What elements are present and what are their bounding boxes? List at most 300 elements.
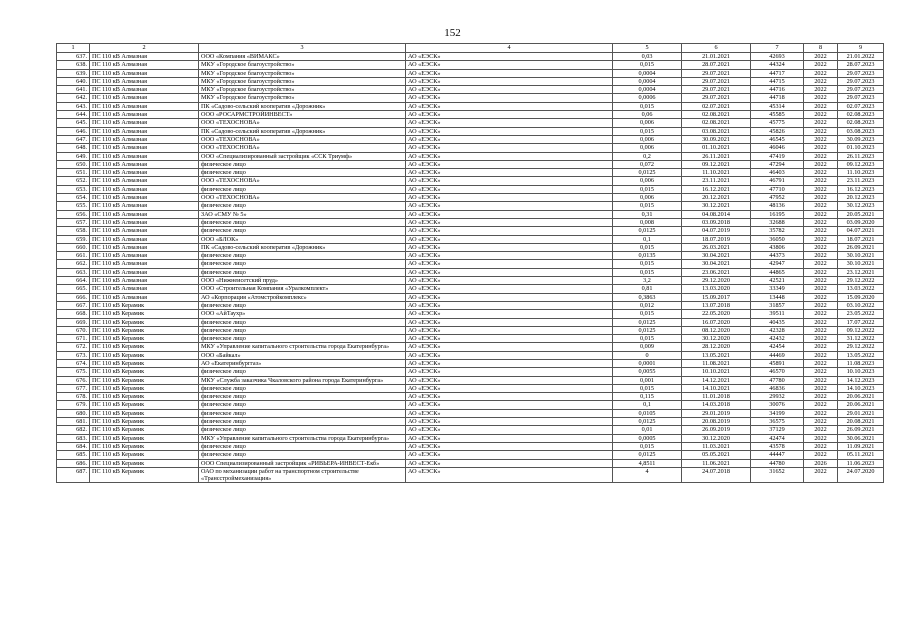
cell-deadline: 03.08.2023 <box>838 127 884 135</box>
cell-year: 2022 <box>804 119 838 127</box>
cell-substation: ПС 110 кВ Керамик <box>90 401 199 409</box>
cell-applicant: МКУ «Управление капитального строительства города Екатеринбурга» <box>199 343 406 351</box>
cell-year: 2022 <box>804 285 838 293</box>
cell-contract-date: 23.06.2021 <box>682 268 751 276</box>
cell-contract-number: 45314 <box>751 102 804 110</box>
cell-grid-organization: АО «ЕЭСК» <box>406 401 613 409</box>
cell-applicant: физическое лицо <box>199 451 406 459</box>
cell-row-number: 652. <box>57 177 90 185</box>
cell-contract-number: 47780 <box>751 376 804 384</box>
table-row <box>57 94 884 102</box>
cell-grid-organization: АО «ЕЭСК» <box>406 368 613 376</box>
cell-capacity: 0,0004 <box>613 86 682 94</box>
cell-deadline: 31.12.2022 <box>838 335 884 343</box>
cell-contract-date: 30.04.2021 <box>682 252 751 260</box>
cell-deadline: 10.10.2023 <box>838 368 884 376</box>
cell-substation: ПС 110 кВ Алмазная <box>90 210 199 218</box>
cell-contract-number: 13448 <box>751 293 804 301</box>
column-header-2: 2 <box>90 44 199 53</box>
cell-grid-organization: АО «ЕЭСК» <box>406 235 613 243</box>
cell-grid-organization: АО «ЕЭСК» <box>406 434 613 442</box>
cell-row-number: 662. <box>57 260 90 268</box>
column-header-5: 5 <box>613 44 682 53</box>
cell-grid-organization: АО «ЕЭСК» <box>406 393 613 401</box>
table-row <box>57 401 884 409</box>
cell-capacity: 0,015 <box>613 335 682 343</box>
cell-year: 2022 <box>804 177 838 185</box>
cell-deadline: 13.05.2022 <box>838 351 884 359</box>
cell-row-number: 660. <box>57 243 90 251</box>
cell-capacity: 0,006 <box>613 194 682 202</box>
cell-year: 2022 <box>804 160 838 168</box>
table-row <box>57 459 884 467</box>
cell-row-number: 667. <box>57 301 90 309</box>
cell-contract-number: 44718 <box>751 94 804 102</box>
cell-contract-date: 28.12.2020 <box>682 343 751 351</box>
cell-year: 2022 <box>804 210 838 218</box>
table-row <box>57 418 884 426</box>
column-header-4: 4 <box>406 44 613 53</box>
cell-substation: ПС 110 кВ Керамик <box>90 359 199 367</box>
cell-contract-number: 44865 <box>751 268 804 276</box>
cell-capacity: 0,015 <box>613 202 682 210</box>
cell-grid-organization: АО «ЕЭСК» <box>406 293 613 301</box>
cell-deadline: 28.07.2023 <box>838 61 884 69</box>
cell-capacity: 0,015 <box>613 185 682 193</box>
cell-applicant: МКУ «Городское благоустройство» <box>199 94 406 102</box>
cell-substation: ПС 110 кВ Керамик <box>90 318 199 326</box>
cell-applicant: физическое лицо <box>199 368 406 376</box>
cell-contract-number: 31652 <box>751 467 804 483</box>
cell-grid-organization: АО «ЕЭСК» <box>406 268 613 276</box>
cell-year: 2022 <box>804 252 838 260</box>
cell-contract-date: 14.03.2018 <box>682 401 751 409</box>
cell-substation: ПС 110 кВ Керамик <box>90 368 199 376</box>
cell-contract-number: 46836 <box>751 384 804 392</box>
cell-applicant: ООО Специализированный застройщик «РИВЬЕРА-ИНВЕСТ-Екб» <box>199 459 406 467</box>
cell-year: 2022 <box>804 310 838 318</box>
cell-capacity: 0,31 <box>613 210 682 218</box>
cell-grid-organization: АО «ЕЭСК» <box>406 426 613 434</box>
cell-grid-organization: АО «ЕЭСК» <box>406 144 613 152</box>
cell-capacity: 0,1 <box>613 401 682 409</box>
cell-substation: ПС 110 кВ Алмазная <box>90 77 199 85</box>
cell-applicant: физическое лицо <box>199 335 406 343</box>
cell-contract-number: 37129 <box>751 426 804 434</box>
cell-contract-date: 13.07.2018 <box>682 301 751 309</box>
cell-capacity: 0,0125 <box>613 326 682 334</box>
cell-substation: ПС 110 кВ Керамик <box>90 351 199 359</box>
cell-year: 2022 <box>804 185 838 193</box>
column-header-9: 9 <box>838 44 884 53</box>
cell-substation: ПС 110 кВ Алмазная <box>90 194 199 202</box>
table-row <box>57 393 884 401</box>
cell-substation: ПС 110 кВ Алмазная <box>90 127 199 135</box>
cell-deadline: 26.09.2021 <box>838 426 884 434</box>
cell-substation: ПС 110 кВ Алмазная <box>90 285 199 293</box>
cell-year: 2022 <box>804 102 838 110</box>
page-number: 152 <box>444 27 461 39</box>
cell-capacity: 0,072 <box>613 160 682 168</box>
cell-contract-number: 36575 <box>751 418 804 426</box>
cell-contract-number: 46545 <box>751 135 804 143</box>
column-header-3: 3 <box>199 44 406 53</box>
cell-deadline: 15.09.2020 <box>838 293 884 301</box>
cell-deadline: 03.10.2022 <box>838 301 884 309</box>
cell-capacity: 0,3863 <box>613 293 682 301</box>
cell-capacity: 0,012 <box>613 301 682 309</box>
cell-year: 2022 <box>804 169 838 177</box>
cell-year: 2022 <box>804 418 838 426</box>
cell-capacity: 0,015 <box>613 260 682 268</box>
cell-row-number: 665. <box>57 285 90 293</box>
cell-capacity: 0,006 <box>613 144 682 152</box>
cell-applicant: ООО «Компания «ВИМАКС» <box>199 53 406 61</box>
cell-contract-date: 13.03.2020 <box>682 285 751 293</box>
cell-row-number: 658. <box>57 227 90 235</box>
cell-substation: ПС 110 кВ Алмазная <box>90 202 199 210</box>
cell-substation: ПС 110 кВ Алмазная <box>90 61 199 69</box>
cell-applicant: МКУ «Управление капитального строительства города Екатеринбурга» <box>199 434 406 442</box>
cell-deadline: 17.07.2022 <box>838 318 884 326</box>
cell-contract-date: 18.07.2019 <box>682 235 751 243</box>
cell-contract-number: 30076 <box>751 401 804 409</box>
cell-contract-number: 34199 <box>751 409 804 417</box>
cell-capacity: 0,2 <box>613 152 682 160</box>
cell-year: 2022 <box>804 268 838 276</box>
cell-contract-date: 22.05.2020 <box>682 310 751 318</box>
cell-grid-organization: АО «ЕЭСК» <box>406 451 613 459</box>
cell-contract-date: 15.09.2017 <box>682 293 751 301</box>
cell-capacity: 0,008 <box>613 218 682 226</box>
table-row <box>57 335 884 343</box>
cell-contract-date: 02.08.2021 <box>682 111 751 119</box>
cell-row-number: 645. <box>57 119 90 127</box>
cell-applicant: ООО «ТЕХОСНОВА» <box>199 135 406 143</box>
cell-capacity: 0,015 <box>613 442 682 450</box>
cell-substation: ПС 110 кВ Алмазная <box>90 293 199 301</box>
cell-capacity: 0,006 <box>613 177 682 185</box>
cell-deadline: 26.11.2023 <box>838 152 884 160</box>
table-row <box>57 243 884 251</box>
cell-row-number: 678. <box>57 393 90 401</box>
cell-grid-organization: АО «ЕЭСК» <box>406 177 613 185</box>
table-row <box>57 102 884 110</box>
cell-deadline: 20.06.2021 <box>838 393 884 401</box>
cell-substation: ПС 110 кВ Алмазная <box>90 94 199 102</box>
cell-applicant: ООО «Байкал» <box>199 351 406 359</box>
cell-substation: ПС 110 кВ Алмазная <box>90 111 199 119</box>
cell-capacity: 0,06 <box>613 111 682 119</box>
cell-year: 2022 <box>804 227 838 235</box>
cell-capacity: 0,0004 <box>613 77 682 85</box>
cell-applicant: физическое лицо <box>199 218 406 226</box>
cell-row-number: 674. <box>57 359 90 367</box>
cell-contract-number: 35782 <box>751 227 804 235</box>
cell-contract-date: 04.08.2014 <box>682 210 751 218</box>
cell-capacity: 4,8511 <box>613 459 682 467</box>
table-row <box>57 277 884 285</box>
cell-row-number: 647. <box>57 135 90 143</box>
cell-contract-number: 40435 <box>751 318 804 326</box>
table-row <box>57 152 884 160</box>
cell-grid-organization: АО «ЕЭСК» <box>406 53 613 61</box>
cell-grid-organization: АО «ЕЭСК» <box>406 194 613 202</box>
cell-deadline: 02.07.2023 <box>838 102 884 110</box>
cell-grid-organization: АО «ЕЭСК» <box>406 343 613 351</box>
cell-contract-number: 33349 <box>751 285 804 293</box>
cell-grid-organization: АО «ЕЭСК» <box>406 285 613 293</box>
cell-deadline: 14.10.2023 <box>838 384 884 392</box>
cell-deadline: 11.09.2021 <box>838 442 884 450</box>
cell-contract-number: 42693 <box>751 53 804 61</box>
cell-contract-date: 30.12.2020 <box>682 434 751 442</box>
cell-capacity: 0,03 <box>613 53 682 61</box>
cell-grid-organization: АО «ЕЭСК» <box>406 326 613 334</box>
cell-year: 2022 <box>804 409 838 417</box>
cell-substation: ПС 110 кВ Керамик <box>90 442 199 450</box>
cell-deadline: 30.06.2021 <box>838 434 884 442</box>
cell-contract-date: 02.08.2021 <box>682 119 751 127</box>
cell-deadline: 29.12.2022 <box>838 277 884 285</box>
cell-grid-organization: АО «ЕЭСК» <box>406 418 613 426</box>
cell-year: 2022 <box>804 293 838 301</box>
cell-year: 2022 <box>804 451 838 459</box>
cell-contract-date: 30.04.2021 <box>682 260 751 268</box>
cell-contract-number: 43578 <box>751 442 804 450</box>
cell-year: 2022 <box>804 127 838 135</box>
cell-contract-number: 44780 <box>751 459 804 467</box>
cell-deadline: 26.09.2021 <box>838 243 884 251</box>
cell-row-number: 681. <box>57 418 90 426</box>
cell-contract-number: 36050 <box>751 235 804 243</box>
column-header-8: 8 <box>804 44 838 53</box>
cell-deadline: 30.10.2021 <box>838 252 884 260</box>
table-row <box>57 135 884 143</box>
cell-grid-organization: АО «ЕЭСК» <box>406 243 613 251</box>
cell-year: 2022 <box>804 335 838 343</box>
table-header <box>57 44 884 53</box>
cell-capacity: 0,015 <box>613 384 682 392</box>
cell-contract-date: 11.08.2021 <box>682 359 751 367</box>
cell-capacity: 0,015 <box>613 310 682 318</box>
cell-row-number: 670. <box>57 326 90 334</box>
cell-applicant: МКУ «Служба заказчика Чкаловского района города Екатеринбурга» <box>199 376 406 384</box>
cell-year: 2022 <box>804 393 838 401</box>
cell-applicant: физическое лицо <box>199 169 406 177</box>
cell-grid-organization: АО «ЕЭСК» <box>406 210 613 218</box>
table-row <box>57 260 884 268</box>
cell-capacity: 0,015 <box>613 61 682 69</box>
cell-deadline: 03.09.2020 <box>838 218 884 226</box>
cell-substation: ПС 110 кВ Алмазная <box>90 119 199 127</box>
cell-row-number: 672. <box>57 343 90 351</box>
cell-contract-number: 47419 <box>751 152 804 160</box>
cell-grid-organization: АО «ЕЭСК» <box>406 202 613 210</box>
cell-deadline: 23.12.2021 <box>838 268 884 276</box>
cell-contract-number: 46403 <box>751 169 804 177</box>
table-row <box>57 227 884 235</box>
cell-capacity: 0,001 <box>613 376 682 384</box>
cell-applicant: ООО «Специализированный застройщик «ССК Триумф» <box>199 152 406 160</box>
cell-applicant: ООО «ТЕХОСНОВА» <box>199 177 406 185</box>
cell-deadline: 30.10.2021 <box>838 260 884 268</box>
cell-substation: ПС 110 кВ Керамик <box>90 467 199 483</box>
cell-capacity: 0,015 <box>613 243 682 251</box>
cell-grid-organization: АО «ЕЭСК» <box>406 185 613 193</box>
cell-contract-date: 24.07.2018 <box>682 467 751 483</box>
cell-row-number: 661. <box>57 252 90 260</box>
table-row <box>57 53 884 61</box>
cell-year: 2022 <box>804 368 838 376</box>
cell-contract-date: 16.12.2021 <box>682 185 751 193</box>
cell-capacity: 0,0125 <box>613 418 682 426</box>
cell-capacity: 0,015 <box>613 127 682 135</box>
cell-contract-number: 45891 <box>751 359 804 367</box>
cell-deadline: 09.12.2022 <box>838 326 884 334</box>
cell-grid-organization: АО «ЕЭСК» <box>406 119 613 127</box>
cell-applicant: ПК «Садово-сельский кооператив «Дорожник» <box>199 243 406 251</box>
cell-row-number: 641. <box>57 86 90 94</box>
cell-row-number: 638. <box>57 61 90 69</box>
cell-applicant: физическое лицо <box>199 426 406 434</box>
cell-capacity: 3,2 <box>613 277 682 285</box>
cell-year: 2022 <box>804 343 838 351</box>
cell-row-number: 649. <box>57 152 90 160</box>
cell-grid-organization: АО «ЕЭСК» <box>406 218 613 226</box>
cell-grid-organization: АО «ЕЭСК» <box>406 467 613 483</box>
cell-row-number: 642. <box>57 94 90 102</box>
cell-substation: ПС 110 кВ Алмазная <box>90 252 199 260</box>
cell-year: 2022 <box>804 194 838 202</box>
cell-substation: ПС 110 кВ Керамик <box>90 393 199 401</box>
cell-deadline: 04.07.2021 <box>838 227 884 235</box>
cell-applicant: физическое лицо <box>199 268 406 276</box>
cell-row-number: 687. <box>57 467 90 483</box>
cell-contract-date: 20.08.2019 <box>682 418 751 426</box>
cell-substation: ПС 110 кВ Алмазная <box>90 268 199 276</box>
table-row <box>57 359 884 367</box>
cell-deadline: 20.08.2021 <box>838 418 884 426</box>
cell-row-number: 651. <box>57 169 90 177</box>
cell-grid-organization: АО «ЕЭСК» <box>406 227 613 235</box>
cell-contract-number: 29932 <box>751 393 804 401</box>
cell-grid-organization: АО «ЕЭСК» <box>406 111 613 119</box>
cell-row-number: 682. <box>57 426 90 434</box>
cell-applicant: ПК «Садово-сельский кооператив «Дорожник» <box>199 102 406 110</box>
cell-row-number: 655. <box>57 202 90 210</box>
cell-applicant: физическое лицо <box>199 185 406 193</box>
table-row <box>57 61 884 69</box>
table-row <box>57 268 884 276</box>
cell-year: 2022 <box>804 243 838 251</box>
cell-capacity: 0,0125 <box>613 169 682 177</box>
cell-row-number: 675. <box>57 368 90 376</box>
table-row <box>57 194 884 202</box>
cell-row-number: 676. <box>57 376 90 384</box>
cell-applicant: МКУ «Городское благоустройство» <box>199 77 406 85</box>
cell-substation: ПС 110 кВ Керамик <box>90 301 199 309</box>
table-row <box>57 86 884 94</box>
cell-contract-date: 20.12.2021 <box>682 194 751 202</box>
cell-row-number: 686. <box>57 459 90 467</box>
cell-capacity: 0,0055 <box>613 368 682 376</box>
cell-contract-number: 46791 <box>751 177 804 185</box>
cell-contract-number: 45826 <box>751 127 804 135</box>
cell-capacity: 0,009 <box>613 343 682 351</box>
cell-deadline: 20.05.2021 <box>838 210 884 218</box>
cell-substation: ПС 110 кВ Керамик <box>90 343 199 351</box>
table-row <box>57 293 884 301</box>
cell-row-number: 671. <box>57 335 90 343</box>
cell-applicant: ПК «Садово-сельский кооператив «Дорожник» <box>199 127 406 135</box>
cell-substation: ПС 110 кВ Алмазная <box>90 102 199 110</box>
cell-contract-number: 46046 <box>751 144 804 152</box>
cell-substation: ПС 110 кВ Керамик <box>90 418 199 426</box>
cell-substation: ПС 110 кВ Алмазная <box>90 218 199 226</box>
cell-year: 2022 <box>804 61 838 69</box>
cell-applicant: ООО «ТЕХОСНОВА» <box>199 119 406 127</box>
cell-contract-number: 44716 <box>751 86 804 94</box>
cell-year: 2022 <box>804 359 838 367</box>
cell-contract-number: 42328 <box>751 326 804 334</box>
cell-deadline: 29.07.2023 <box>838 86 884 94</box>
header-row <box>57 44 884 53</box>
cell-row-number: 659. <box>57 235 90 243</box>
table-row <box>57 351 884 359</box>
cell-capacity: 0,0004 <box>613 69 682 77</box>
table-row <box>57 144 884 152</box>
cell-capacity: 0,115 <box>613 393 682 401</box>
cell-contract-date: 29.07.2021 <box>682 94 751 102</box>
cell-contract-date: 14.12.2021 <box>682 376 751 384</box>
cell-substation: ПС 110 кВ Алмазная <box>90 169 199 177</box>
cell-capacity: 0,0001 <box>613 359 682 367</box>
cell-contract-date: 02.07.2021 <box>682 102 751 110</box>
cell-contract-date: 26.11.2021 <box>682 152 751 160</box>
cell-contract-number: 42454 <box>751 343 804 351</box>
cell-grid-organization: АО «ЕЭСК» <box>406 86 613 94</box>
cell-applicant: ООО «БЛОК» <box>199 235 406 243</box>
cell-year: 2022 <box>804 401 838 409</box>
table-row <box>57 160 884 168</box>
table-row <box>57 326 884 334</box>
table-row <box>57 285 884 293</box>
cell-row-number: 643. <box>57 102 90 110</box>
cell-applicant: ООО «АйТаухр» <box>199 310 406 318</box>
cell-substation: ПС 110 кВ Керамик <box>90 335 199 343</box>
cell-contract-number: 42521 <box>751 277 804 285</box>
cell-grid-organization: АО «ЕЭСК» <box>406 310 613 318</box>
cell-applicant: физическое лицо <box>199 318 406 326</box>
cell-applicant: физическое лицо <box>199 442 406 450</box>
cell-deadline: 29.07.2023 <box>838 69 884 77</box>
cell-year: 2022 <box>804 218 838 226</box>
cell-contract-number: 32688 <box>751 218 804 226</box>
cell-contract-date: 30.09.2021 <box>682 135 751 143</box>
table-row <box>57 368 884 376</box>
cell-applicant: МКУ «Городское благоустройство» <box>199 61 406 69</box>
cell-grid-organization: АО «ЕЭСК» <box>406 69 613 77</box>
cell-grid-organization: АО «ЕЭСК» <box>406 94 613 102</box>
cell-substation: ПС 110 кВ Керамик <box>90 451 199 459</box>
cell-row-number: 650. <box>57 160 90 168</box>
cell-deadline: 11.10.2023 <box>838 169 884 177</box>
cell-applicant: физическое лицо <box>199 160 406 168</box>
cell-grid-organization: АО «ЕЭСК» <box>406 277 613 285</box>
cell-contract-date: 11.01.2018 <box>682 393 751 401</box>
cell-applicant: ООО «Нижнеисетский пруд» <box>199 277 406 285</box>
